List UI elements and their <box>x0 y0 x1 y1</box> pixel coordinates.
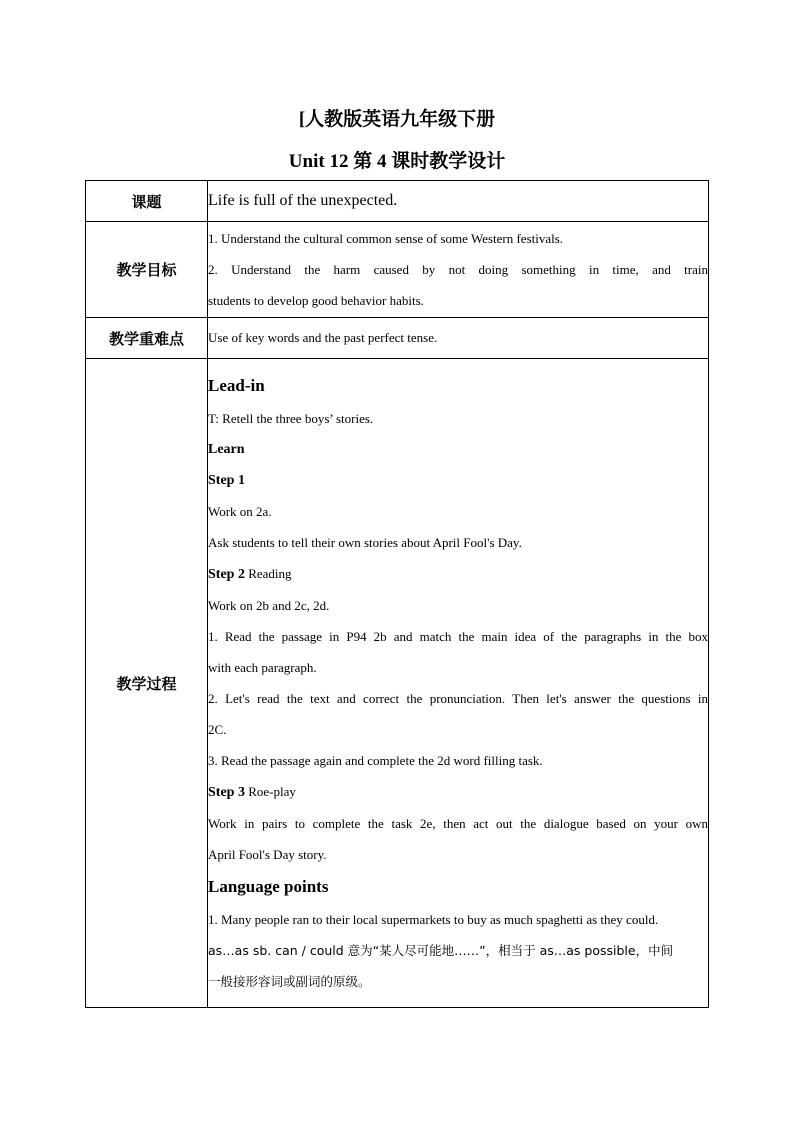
step3-line: April Fool's Day story. <box>208 847 327 862</box>
step2-line: 3. Read the passage again and complete the 2d word filling task. <box>208 753 543 768</box>
step2-line: 2. Let's read the text and correct the pronunciation. Then let's answer the questions in <box>208 691 708 706</box>
step2-line: 2C. <box>208 722 227 737</box>
process-cell <box>208 359 709 1008</box>
document-subtitle: Unit 12 第 4 课时教学设计 <box>288 151 506 172</box>
language-points-heading: Language points <box>208 877 329 896</box>
topic-value: Life is full of the unexpected. <box>208 192 398 209</box>
step3-line: Work in pairs to complete the task 2e, then act out the dialogue based on your own <box>208 816 708 831</box>
step2-heading-line <box>208 558 708 590</box>
goal-line: students to develop good behavior habits. <box>208 293 424 308</box>
topic-cell <box>208 181 709 222</box>
language-line: as…as sb. can / could 意为“某人尽可能地……”，相当于 as…as possible，中间 <box>208 943 674 958</box>
step3-heading-line <box>208 776 708 808</box>
step2-line: Work on 2b and 2c, 2d. <box>208 598 330 613</box>
goal-line: 1. Understand the cultural common sense of some Western festivals. <box>208 231 564 246</box>
goals-cell <box>208 222 709 318</box>
process-label: 教学过程 <box>86 359 208 1008</box>
step2-heading: Step 2 <box>208 567 245 582</box>
document-title: [人教版英语九年级下册 <box>298 109 496 130</box>
topic-label: 课题 <box>86 181 208 222</box>
step2-line: with each paragraph. <box>208 660 317 675</box>
goals-row <box>86 222 709 318</box>
goal-line: 2. Understand the harm caused by not doing something in time, and train <box>208 262 708 277</box>
language-line: 一般接形容词或副词的原级。 <box>208 974 371 989</box>
topic-row <box>86 181 709 222</box>
lesson-plan-table <box>85 180 709 1008</box>
key-points-cell <box>208 318 709 359</box>
key-points-row <box>86 318 709 359</box>
goals-label: 教学目标 <box>86 222 208 318</box>
step2-line: 1. Read the passage in P94 2b and match the main idea of the paragraphs in the box <box>208 629 708 644</box>
lead-in-heading: Lead-in <box>208 376 265 395</box>
step1-line: Work on 2a. <box>208 504 272 519</box>
step3-heading: Step 3 <box>208 785 245 800</box>
learn-heading: Learn <box>208 442 245 457</box>
step2-title: Reading <box>244 566 292 581</box>
process-row <box>86 359 709 1008</box>
key-points-value: Use of key words and the past perfect tense. <box>208 330 438 345</box>
lead-in-text: T: Retell the three boys’ stories. <box>208 411 374 426</box>
step1-line: Ask students to tell their own stories about April Fool's Day. <box>208 535 522 550</box>
language-line: 1. Many people ran to their local supermarkets to buy as much spaghetti as they could. <box>208 912 659 927</box>
step3-title: Roe-play <box>244 784 296 799</box>
step1-heading: Step 1 <box>208 473 245 488</box>
key-points-label: 教学重难点 <box>86 318 208 359</box>
